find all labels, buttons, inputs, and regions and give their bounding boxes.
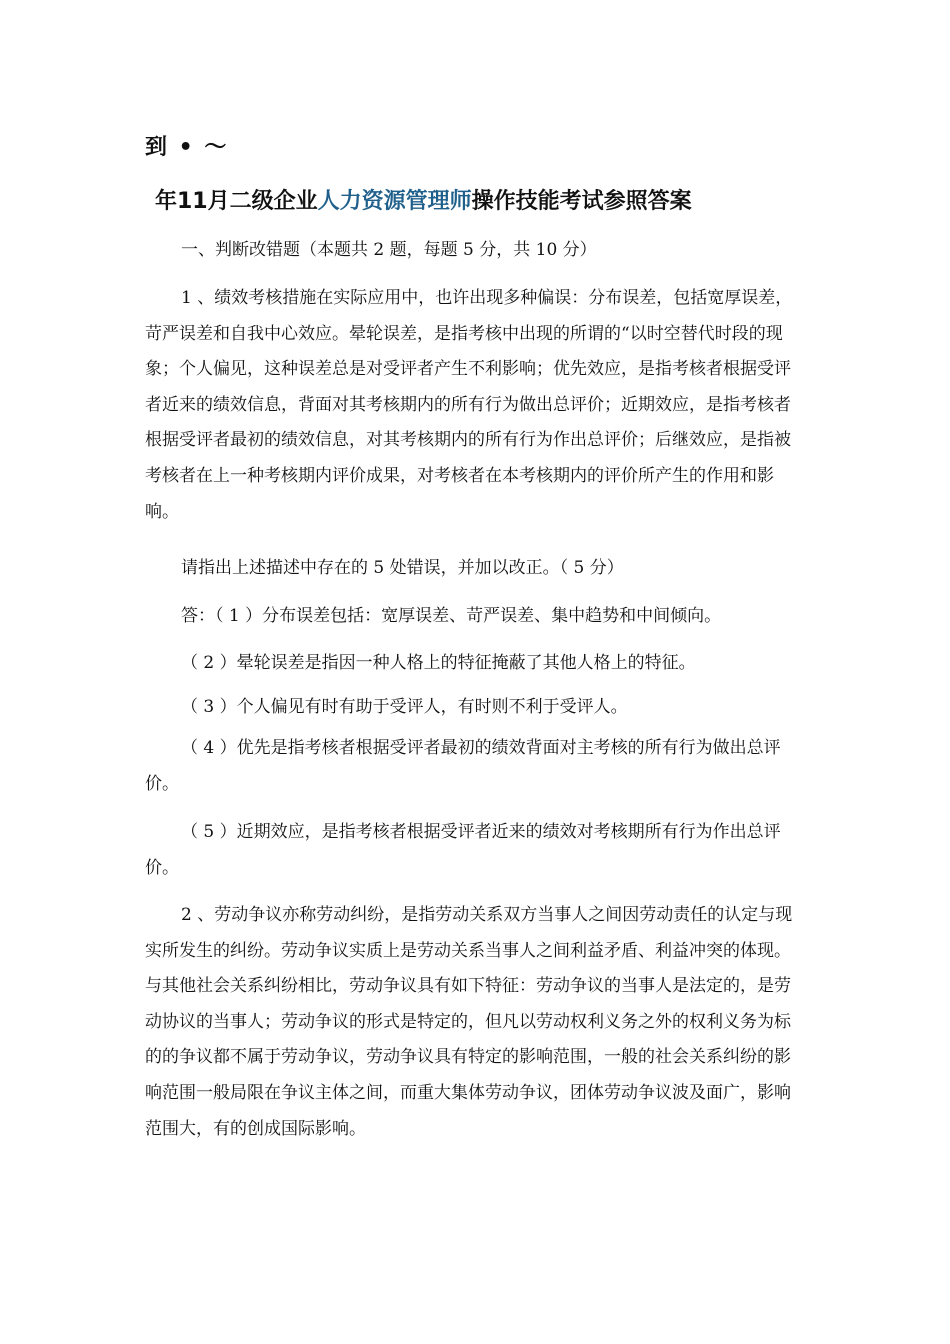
title-prefix: 年11月二级企业 bbox=[155, 189, 318, 214]
question-1-prompt: 请指出上述描述中存在的 5 处错误，并加以改正。（ 5 分） bbox=[181, 558, 624, 578]
answer-2: （ 2 ）晕轮误差是指因一种人格上的特征掩蔽了其他人格上的特征。 bbox=[181, 653, 696, 673]
question-1-text: 1 、绩效考核措施在实际应用中，也许出现多种偏误：分布误差，包括宽厚误差，苛严误差和自我中心效应。晕轮误差，是指考核中出现的所谓的“以时空替代时段的现象；个人偏见，这种误差总是对受评者产生不利影响；优先效应，是指考核者根据受评者近来的绩效信息，背面对其考核期内的所有行为做出总评价；近期效应，是指考核者根据受评者最初的绩效信息，对其考核期内的所有行为作出总评价；后继效应，是指被考核者在上一种考核期内评价成果，对考核者在本考核期内的评价所产生的作用和影响。 bbox=[145, 288, 793, 522]
document-title bbox=[155, 184, 692, 215]
answer-5: （ 5 ）近期效应，是指考核者根据受评者近来的绩效对考核期所有行为作出总评价。 bbox=[145, 822, 781, 878]
title-suffix: 操作技能考试参照答案 bbox=[471, 189, 692, 214]
title-highlight-link[interactable]: 人力资源管理师 bbox=[317, 189, 472, 214]
section-heading: 一、判断改错题（本题共 2 题，每题 5 分，共 10 分） bbox=[181, 240, 597, 260]
page-header: 到 • ～ bbox=[145, 135, 229, 160]
question-2-text: 2 、劳动争议亦称劳动纠纷，是指劳动关系双方当事人之间因劳动责任的认定与现实所发生的纠纷。劳动争议实质上是劳动关系当事人之间利益矛盾、利益冲突的体现。与其他社会关系纠纷相比，劳动争议具有如下特征：劳动争议的当事人是法定的，是劳动协议的当事人；劳动争议的形式是特定的，但凡以劳动权利义务之外的权利义务为标的的争议都不属于劳动争议，劳动争议具有特定的影响范围，一般的社会关系纠纷的影响范围一般局限在争议主体之间，而重大集体劳动争议，团体劳动争议波及面广，影响范围大，有的创成国际影响。 bbox=[145, 905, 793, 1139]
answer-3: （ 3 ）个人偏见有时有助于受评人，有时则不利于受评人。 bbox=[181, 697, 628, 717]
answer-1: 答：（ 1 ）分布误差包括：宽厚误差、苛严误差、集中趋势和中间倾向。 bbox=[181, 606, 722, 626]
answer-4: （ 4 ）优先是指考核者根据受评者最初的绩效背面对主考核的所有行为做出总评价。 bbox=[145, 738, 781, 794]
